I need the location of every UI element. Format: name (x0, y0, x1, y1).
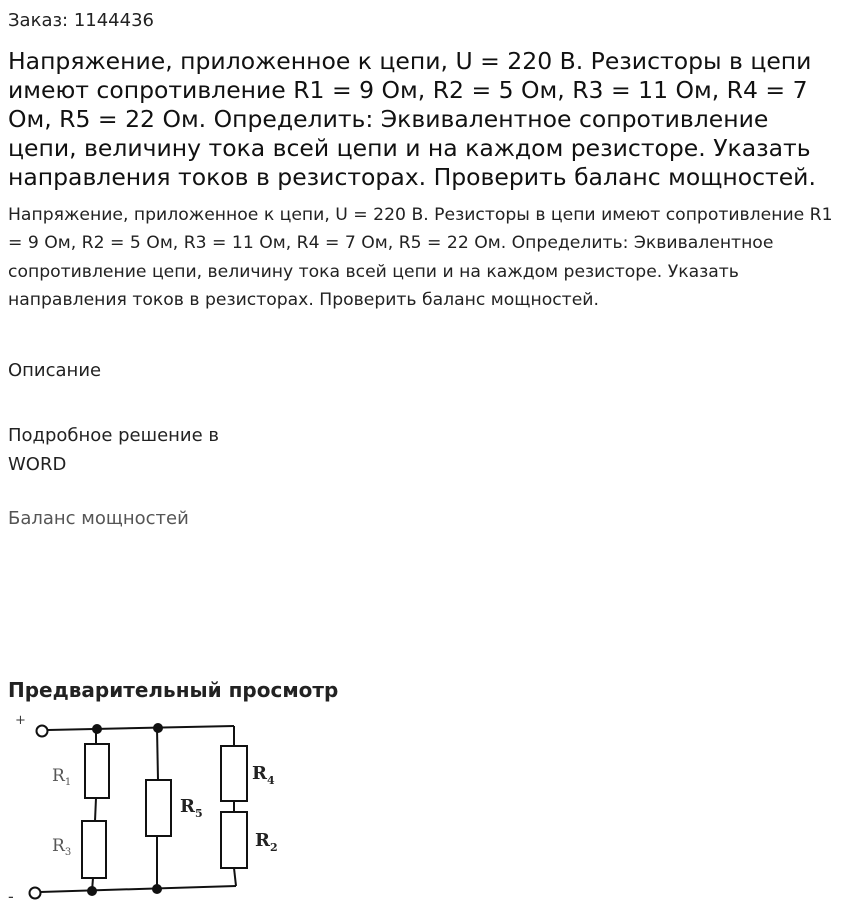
power-balance-link[interactable]: Баланс мощностей (8, 508, 189, 529)
label-r5: $R_5$ (180, 796, 203, 820)
description-heading: Описание (8, 360, 102, 381)
plus-terminal (37, 726, 48, 737)
bottom-wire (40, 886, 236, 892)
task-text: Напряжение, приложенное к цепи, U = 220 В. Резисторы в цепи имеют сопротивление R1 = 9 Ом, R2 = 5 Ом, R3 = 11 Ом, R4 = 7 Ом, R5 = 22 Ом. Определить: Эквивалентное сопротивление цепи, величину тока всей цепи и на каждом резисторе. Указать направления токов в резисторах. Проверить баланс мощностей. (8, 205, 833, 311)
page-title: Напряжение, приложенное к цепи, U = 220 В. Резисторы в цепи имеют сопротивление R1 = 9 Ом, R2 = 5 Ом, R3 = 11 Ом, R4 = 7 Ом, R5 = 22 Ом. Определить: Эквивалентное сопротивление цепи, величину тока всей цепи и на каждом резисторе. Указать направления токов в резисторах. Проверить баланс мощностей. (8, 47, 816, 191)
order-number: Заказ: 1144436 (8, 10, 154, 31)
resistor-r3 (82, 821, 106, 878)
label-r2: $R_2$ (255, 830, 278, 854)
resistor-r1 (85, 744, 109, 798)
resistor-r4 (221, 746, 247, 801)
top-wire (48, 726, 234, 730)
resistor-r5 (146, 780, 171, 836)
preview-heading: Предварительный просмотр (8, 678, 339, 702)
junction-dot (152, 884, 162, 894)
solution-format-text: Подробное решение в WORD (8, 425, 220, 475)
minus-terminal (30, 888, 41, 899)
label-r4: $R_4$ (252, 763, 275, 787)
plus-sign: + (15, 713, 26, 728)
junction-dot (153, 723, 163, 733)
junction-dot (87, 886, 97, 896)
label-r3: $R_3$ (52, 836, 72, 858)
label-r1: $R_1$ (52, 766, 72, 788)
minus-sign: - (8, 887, 14, 907)
resistor-r2 (221, 812, 247, 868)
junction-dot (92, 724, 102, 734)
circuit-diagram (0, 706, 300, 918)
